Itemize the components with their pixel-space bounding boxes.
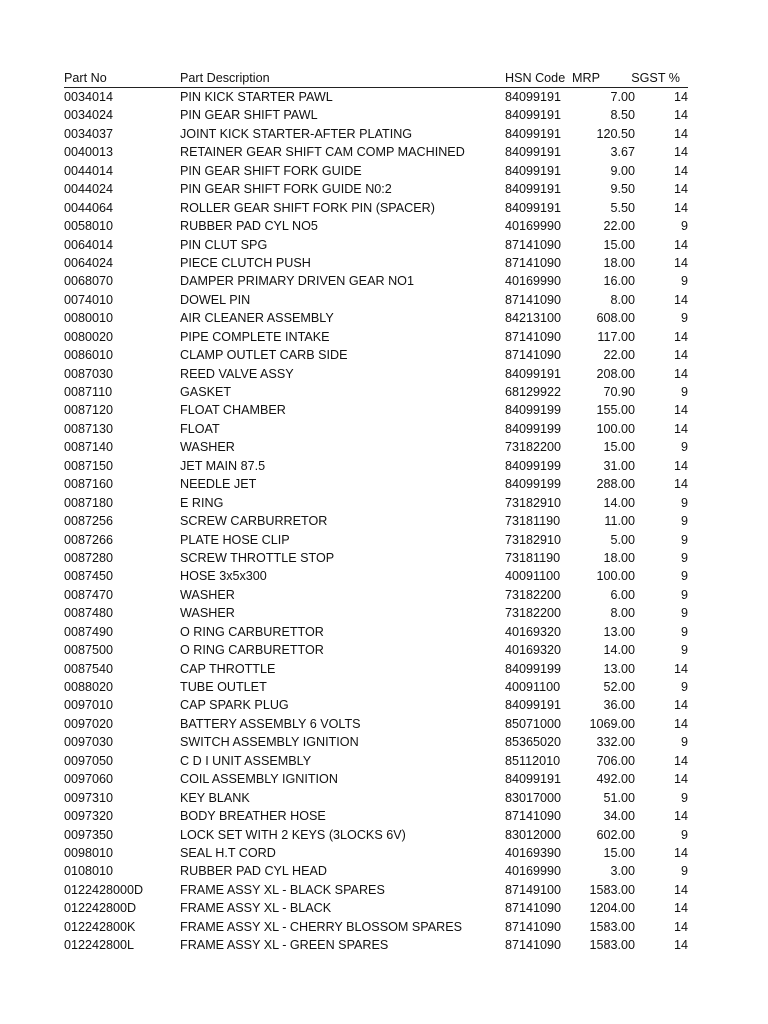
cell-part-no: 0040013 <box>64 145 114 160</box>
cell-part-no: 0044014 <box>64 163 114 178</box>
cell-hsn-code: 87141090 <box>505 255 562 270</box>
cell-mrp: 14.00 <box>603 495 635 510</box>
cell-part-description: FRAME ASSY XL - BLACK SPARES <box>180 882 385 897</box>
cell-sgst: 9 <box>680 735 688 750</box>
cell-sgst: 14 <box>673 237 688 252</box>
table-row <box>64 789 688 807</box>
cell-hsn-code: 40169990 <box>505 864 562 879</box>
cell-sgst: 14 <box>673 163 688 178</box>
cell-sgst: 14 <box>673 348 688 363</box>
cell-part-description: PLATE HOSE CLIP <box>180 532 290 547</box>
cell-part-no: 0097020 <box>64 716 114 731</box>
cell-part-no: 0097010 <box>64 698 114 713</box>
cell-part-no: 0087180 <box>64 495 114 510</box>
cell-mrp: 155.00 <box>596 403 635 418</box>
cell-hsn-code: 84099191 <box>505 182 562 197</box>
cell-mrp: 18.00 <box>603 550 635 565</box>
cell-sgst: 14 <box>673 458 688 473</box>
cell-part-description: JET MAIN 87.5 <box>180 458 266 473</box>
table-row <box>64 346 688 364</box>
cell-mrp: 36.00 <box>603 698 635 713</box>
cell-sgst: 9 <box>680 790 688 805</box>
cell-mrp: 332.00 <box>596 735 635 750</box>
cell-hsn-code: 73181190 <box>505 514 561 529</box>
cell-hsn-code: 87141090 <box>505 901 562 916</box>
table-row <box>64 733 688 751</box>
cell-sgst: 9 <box>680 643 688 658</box>
cell-part-no: 0097030 <box>64 735 114 750</box>
cell-hsn-code: 87141090 <box>505 809 562 824</box>
table-row <box>64 549 688 567</box>
cell-part-no: 0068070 <box>64 274 114 289</box>
cell-part-no: 0064024 <box>64 255 114 270</box>
cell-hsn-code: 84099191 <box>505 698 562 713</box>
cell-part-description: BATTERY ASSEMBLY 6 VOLTS <box>180 716 361 731</box>
cell-hsn-code: 87141090 <box>505 348 562 363</box>
cell-part-no: 0087256 <box>64 514 114 529</box>
table-row <box>64 936 688 954</box>
cell-part-no: 0097050 <box>64 753 114 768</box>
cell-sgst: 14 <box>673 845 688 860</box>
cell-part-description: FLOAT <box>180 421 220 436</box>
cell-hsn-code: 87141090 <box>505 919 562 934</box>
cell-sgst: 14 <box>673 698 688 713</box>
cell-mrp: 15.00 <box>603 845 635 860</box>
cell-hsn-code: 84099191 <box>505 108 562 123</box>
table-row <box>64 512 688 530</box>
cell-part-no: 0097320 <box>64 809 114 824</box>
cell-hsn-code: 73182200 <box>505 606 562 621</box>
cell-part-description: ROLLER GEAR SHIFT FORK PIN (SPACER) <box>180 200 435 215</box>
table-row <box>64 365 688 383</box>
cell-part-description: CAP SPARK PLUG <box>180 698 289 713</box>
cell-sgst: 14 <box>673 901 688 916</box>
cell-sgst: 9 <box>680 606 688 621</box>
cell-hsn-code: 87141090 <box>505 329 562 344</box>
cell-sgst: 14 <box>673 329 688 344</box>
cell-part-description: LOCK SET WITH 2 KEYS (3LOCKS 6V) <box>180 827 406 842</box>
table-row <box>64 531 688 549</box>
cell-sgst: 9 <box>680 550 688 565</box>
cell-part-description: SWITCH ASSEMBLY IGNITION <box>180 735 359 750</box>
cell-hsn-code: 87141090 <box>505 292 562 307</box>
table-row <box>64 696 688 714</box>
cell-part-no: 0087130 <box>64 421 114 436</box>
cell-hsn-code: 84099191 <box>505 90 562 104</box>
cell-sgst: 14 <box>673 403 688 418</box>
cell-mrp: 3.00 <box>610 864 635 879</box>
cell-part-description: PIECE CLUTCH PUSH <box>180 255 311 270</box>
cell-part-description: DOWEL PIN <box>180 292 251 307</box>
cell-hsn-code: 84099191 <box>505 366 562 381</box>
cell-part-no: 0087140 <box>64 440 114 455</box>
cell-part-description: WASHER <box>180 606 235 621</box>
cell-hsn-code: 84099191 <box>505 772 562 787</box>
cell-sgst: 9 <box>680 680 688 694</box>
cell-part-description: O RING CARBURETTOR <box>180 643 324 658</box>
cell-hsn-code: 84099199 <box>505 421 562 436</box>
cell-mrp: 52.00 <box>603 680 635 694</box>
table-row <box>64 660 688 678</box>
cell-mrp: 8.50 <box>610 108 635 123</box>
cell-hsn-code: 85112010 <box>505 753 561 768</box>
cell-mrp: 34.00 <box>603 809 635 824</box>
cell-part-description: RUBBER PAD CYL NO5 <box>180 219 318 234</box>
cell-part-no: 0087120 <box>64 403 114 418</box>
cell-part-no: 0044064 <box>64 200 114 215</box>
cell-sgst: 14 <box>673 126 688 141</box>
cell-mrp: 117.00 <box>597 329 635 344</box>
cell-hsn-code: 40169320 <box>505 643 562 658</box>
cell-part-description: O RING CARBURETTOR <box>180 624 324 639</box>
cell-part-no: 0122428000D <box>64 882 144 897</box>
cell-part-description: AIR CLEANER ASSEMBLY <box>180 311 334 326</box>
cell-sgst: 14 <box>673 938 688 953</box>
table-row <box>64 826 688 844</box>
cell-mrp: 8.00 <box>610 292 635 307</box>
cell-part-description: WASHER <box>180 587 235 602</box>
cell-sgst: 14 <box>673 255 688 270</box>
cell-sgst: 14 <box>673 90 688 104</box>
cell-hsn-code: 83017000 <box>505 790 562 805</box>
cell-sgst: 9 <box>680 624 688 639</box>
cell-sgst: 9 <box>680 864 688 879</box>
cell-part-no: 0087150 <box>64 458 114 473</box>
cell-part-no: 0087266 <box>64 532 114 547</box>
parts-price-table <box>64 69 688 955</box>
cell-hsn-code: 87141090 <box>505 938 562 953</box>
table-row <box>64 881 688 899</box>
cell-part-no: 0064014 <box>64 237 114 252</box>
cell-hsn-code: 84099199 <box>505 661 562 676</box>
cell-mrp: 3.67 <box>610 145 635 160</box>
table-row <box>64 623 688 641</box>
cell-hsn-code: 68129922 <box>505 385 562 399</box>
cell-part-no: 0097310 <box>64 790 114 805</box>
cell-sgst: 9 <box>680 532 688 547</box>
table-row <box>64 494 688 512</box>
table-row <box>64 899 688 917</box>
cell-part-description: TUBE OUTLET <box>180 680 267 694</box>
cell-sgst: 14 <box>673 108 688 123</box>
cell-mrp: 608.00 <box>596 311 635 326</box>
cell-part-no: 0088020 <box>64 680 114 694</box>
cell-mrp: 1069.00 <box>589 716 635 731</box>
cell-part-description: CAP THROTTLE <box>180 661 276 676</box>
cell-part-description: DAMPER PRIMARY DRIVEN GEAR NO1 <box>180 274 414 289</box>
header-sgst: SGST % <box>631 71 680 85</box>
cell-part-description: RUBBER PAD CYL HEAD <box>180 864 327 879</box>
cell-mrp: 100.00 <box>596 421 635 436</box>
cell-part-description: SCREW THROTTLE STOP <box>180 550 335 565</box>
table-row <box>64 401 688 419</box>
cell-part-description: CLAMP OUTLET CARB SIDE <box>180 348 348 363</box>
cell-mrp: 8.00 <box>610 606 635 621</box>
header-part-no: Part No <box>64 71 107 85</box>
header-mrp: MRP <box>572 71 600 85</box>
cell-mrp: 492.00 <box>596 772 635 787</box>
cell-part-description: COIL ASSEMBLY IGNITION <box>180 772 338 787</box>
cell-hsn-code: 84099191 <box>505 200 562 215</box>
cell-part-no: 0098010 <box>64 845 114 860</box>
cell-part-no: 0108010 <box>64 864 114 879</box>
cell-part-no: 0097350 <box>64 827 114 842</box>
cell-hsn-code: 84099191 <box>505 126 562 141</box>
cell-part-description: KEY BLANK <box>180 790 250 805</box>
table-row <box>64 125 688 143</box>
cell-sgst: 9 <box>680 587 688 602</box>
cell-hsn-code: 84099199 <box>505 403 562 418</box>
table-row <box>64 143 688 161</box>
cell-mrp: 22.00 <box>603 219 635 234</box>
table-row <box>64 918 688 936</box>
cell-part-description: FLOAT CHAMBER <box>180 403 286 418</box>
cell-part-no: 0087500 <box>64 643 114 658</box>
cell-part-no: 0087110 <box>64 385 113 399</box>
cell-mrp: 6.00 <box>610 587 635 602</box>
table-row <box>64 217 688 235</box>
cell-part-description: REED VALVE ASSY <box>180 366 294 381</box>
cell-hsn-code: 84099199 <box>505 458 562 473</box>
cell-part-no: 0058010 <box>64 219 114 234</box>
cell-hsn-code: 85365020 <box>505 735 562 750</box>
cell-sgst: 9 <box>680 219 688 234</box>
cell-mrp: 15.00 <box>603 237 635 252</box>
cell-sgst: 14 <box>673 882 688 897</box>
table-row <box>64 420 688 438</box>
cell-hsn-code: 40169320 <box>505 624 562 639</box>
cell-sgst: 9 <box>680 495 688 510</box>
cell-mrp: 16.00 <box>603 274 635 289</box>
cell-hsn-code: 73182200 <box>505 440 562 455</box>
table-row <box>64 438 688 456</box>
cell-part-description: FRAME ASSY XL - CHERRY BLOSSOM SPARES <box>180 919 463 934</box>
cell-part-description: PIN CLUT SPG <box>180 237 268 252</box>
table-row <box>64 162 688 180</box>
cell-part-no: 0074010 <box>64 292 114 307</box>
cell-part-description: FRAME ASSY XL - GREEN SPARES <box>180 938 389 953</box>
cell-part-no: 0087030 <box>64 366 114 381</box>
cell-sgst: 14 <box>673 919 688 934</box>
cell-sgst: 14 <box>673 421 688 436</box>
cell-mrp: 14.00 <box>603 643 635 658</box>
cell-mrp: 18.00 <box>603 255 635 270</box>
table-header <box>64 69 688 88</box>
cell-sgst: 9 <box>680 440 688 455</box>
table-row <box>64 604 688 622</box>
cell-mrp: 7.00 <box>610 90 635 104</box>
cell-sgst: 9 <box>680 827 688 842</box>
cell-part-no: 0087450 <box>64 569 114 584</box>
table-row <box>64 88 688 106</box>
table-row <box>64 678 688 696</box>
cell-part-description: NEEDLE JET <box>180 477 257 492</box>
cell-part-no: 0087470 <box>64 587 114 602</box>
cell-sgst: 9 <box>680 385 688 399</box>
cell-sgst: 9 <box>680 569 688 584</box>
cell-part-description: BODY BREATHER HOSE <box>180 809 326 824</box>
cell-part-no: 0087480 <box>64 606 114 621</box>
table-row <box>64 862 688 880</box>
cell-mrp: 706.00 <box>596 753 635 768</box>
cell-part-description: GASKET <box>180 385 232 399</box>
cell-part-no: 0034014 <box>64 90 114 104</box>
cell-part-description: JOINT KICK STARTER-AFTER PLATING <box>180 126 413 141</box>
cell-sgst: 14 <box>673 809 688 824</box>
cell-part-no: 0034037 <box>64 126 114 141</box>
cell-hsn-code: 40169390 <box>505 845 562 860</box>
cell-hsn-code: 85071000 <box>505 716 562 731</box>
cell-hsn-code: 84213100 <box>505 311 562 326</box>
cell-part-no: 0087160 <box>64 477 114 492</box>
table-row <box>64 180 688 198</box>
cell-sgst: 9 <box>680 311 688 326</box>
cell-sgst: 14 <box>673 182 688 197</box>
cell-part-description: PIPE COMPLETE INTAKE <box>180 329 330 344</box>
cell-part-no: 012242800D <box>64 901 137 916</box>
cell-part-no: 012242800K <box>64 919 136 934</box>
table-row <box>64 641 688 659</box>
cell-sgst: 14 <box>673 366 688 381</box>
cell-part-description: RETAINER GEAR SHIFT CAM COMP MACHINED <box>180 145 465 160</box>
cell-sgst: 14 <box>673 200 688 215</box>
table-row <box>64 586 688 604</box>
table-row <box>64 272 688 290</box>
cell-mrp: 13.00 <box>603 661 635 676</box>
cell-part-description: HOSE 3x5x300 <box>180 569 267 584</box>
cell-sgst: 14 <box>673 661 688 676</box>
cell-part-no: 0097060 <box>64 772 114 787</box>
cell-hsn-code: 87149100 <box>505 882 562 897</box>
cell-mrp: 70.90 <box>603 385 635 399</box>
table-row <box>64 770 688 788</box>
cell-part-description: SCREW CARBURRETOR <box>180 514 328 529</box>
cell-hsn-code: 73182200 <box>505 587 562 602</box>
cell-mrp: 1583.00 <box>589 919 635 934</box>
table-row <box>64 254 688 272</box>
cell-hsn-code: 40091100 <box>505 569 561 584</box>
cell-mrp: 51.00 <box>603 790 635 805</box>
cell-part-description: PIN GEAR SHIFT PAWL <box>180 108 318 123</box>
table-row <box>64 291 688 309</box>
cell-part-description: PIN KICK STARTER PAWL <box>180 90 333 104</box>
cell-mrp: 208.00 <box>596 366 635 381</box>
table-row <box>64 807 688 825</box>
cell-sgst: 9 <box>680 514 688 529</box>
cell-mrp: 9.50 <box>610 182 635 197</box>
cell-part-no: 012242800L <box>64 938 135 953</box>
cell-mrp: 5.50 <box>610 200 635 215</box>
table-row <box>64 457 688 475</box>
cell-part-no: 0044024 <box>64 182 114 197</box>
cell-part-no: 0080020 <box>64 329 114 344</box>
table-row <box>64 475 688 493</box>
cell-hsn-code: 40091100 <box>505 680 561 694</box>
cell-mrp: 288.00 <box>596 477 635 492</box>
cell-sgst: 14 <box>673 753 688 768</box>
cell-mrp: 1204.00 <box>589 901 635 916</box>
cell-part-no: 0080010 <box>64 311 114 326</box>
cell-part-description: SEAL H.T CORD <box>180 845 276 860</box>
cell-part-no: 0086010 <box>64 348 114 363</box>
cell-hsn-code: 87141090 <box>505 237 562 252</box>
header-hsn-code: HSN Code <box>505 71 566 85</box>
cell-hsn-code: 40169990 <box>505 219 562 234</box>
cell-hsn-code: 83012000 <box>505 827 562 842</box>
cell-hsn-code: 73182910 <box>505 495 562 510</box>
cell-mrp: 602.00 <box>596 827 635 842</box>
table-body <box>64 88 688 955</box>
cell-hsn-code: 40169990 <box>505 274 562 289</box>
cell-mrp: 13.00 <box>603 624 635 639</box>
cell-sgst: 9 <box>680 274 688 289</box>
header-part-description: Part Description <box>180 71 270 85</box>
cell-sgst: 14 <box>673 292 688 307</box>
cell-hsn-code: 84099191 <box>505 145 562 160</box>
cell-sgst: 14 <box>673 477 688 492</box>
cell-mrp: 5.00 <box>610 532 635 547</box>
cell-mrp: 1583.00 <box>589 882 635 897</box>
table-row <box>64 715 688 733</box>
cell-hsn-code: 73182910 <box>505 532 562 547</box>
cell-hsn-code: 84099199 <box>505 477 562 492</box>
table-row <box>64 199 688 217</box>
cell-mrp: 15.00 <box>603 440 635 455</box>
cell-hsn-code: 73181190 <box>505 550 561 565</box>
table-row <box>64 383 688 401</box>
cell-part-description: PIN GEAR SHIFT FORK GUIDE <box>180 163 362 178</box>
cell-mrp: 11.00 <box>604 514 635 529</box>
cell-mrp: 100.00 <box>596 569 635 584</box>
cell-part-description: E RING <box>180 495 224 510</box>
cell-mrp: 1583.00 <box>589 938 635 953</box>
table-row <box>64 236 688 254</box>
cell-mrp: 120.50 <box>596 126 635 141</box>
cell-sgst: 14 <box>673 716 688 731</box>
cell-part-description: C D I UNIT ASSEMBLY <box>180 753 312 768</box>
cell-part-description: PIN GEAR SHIFT FORK GUIDE N0:2 <box>180 182 392 197</box>
cell-sgst: 14 <box>673 772 688 787</box>
cell-part-description: WASHER <box>180 440 235 455</box>
table-row <box>64 106 688 124</box>
cell-mrp: 22.00 <box>603 348 635 363</box>
cell-part-no: 0087280 <box>64 550 114 565</box>
cell-hsn-code: 84099191 <box>505 163 562 178</box>
table-row <box>64 328 688 346</box>
table-row <box>64 844 688 862</box>
cell-part-no: 0087490 <box>64 624 114 639</box>
table-row <box>64 752 688 770</box>
cell-part-no: 0087540 <box>64 661 114 676</box>
table-row <box>64 567 688 585</box>
table-row <box>64 309 688 327</box>
cell-mrp: 9.00 <box>610 163 635 178</box>
cell-sgst: 14 <box>673 145 688 160</box>
cell-mrp: 31.00 <box>603 458 635 473</box>
cell-part-description: FRAME ASSY XL - BLACK <box>180 901 332 916</box>
cell-part-no: 0034024 <box>64 108 114 123</box>
